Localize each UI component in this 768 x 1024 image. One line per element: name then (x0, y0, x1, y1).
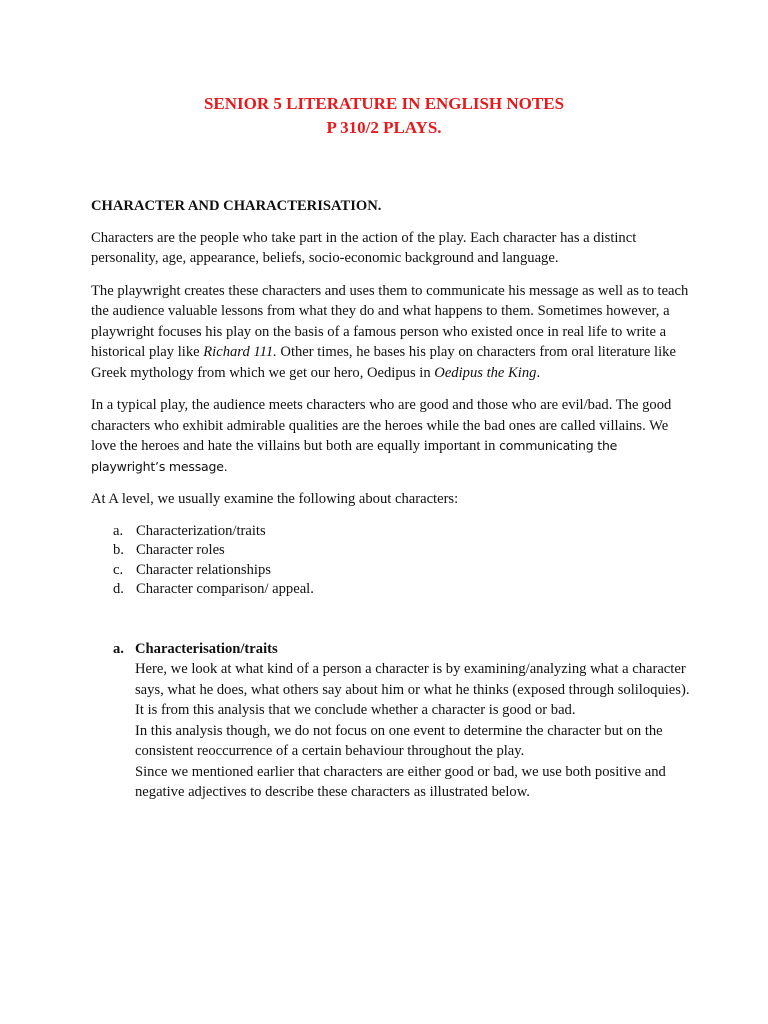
list-item (91, 522, 691, 542)
section-heading: CHARACTER AND CHARACTERISATION. (91, 198, 382, 214)
list-item-text: Character comparison/ appeal. (136, 581, 314, 597)
subsection-text-3: Since we mentioned earlier that characters are either good or bad, we use both positive and negative adjectives to describe these characters as illustrated below. (135, 763, 666, 800)
subsection-text-1: Here, we look at what kind of a person a character is by examining/analyzing what a character says, what he does, what others say about him or what he thinks (exposed through soliloquies). It is from this analysis that we conclude whether a character is good or bad. (135, 661, 690, 718)
document-title (0, 92, 768, 140)
list-marker: d. (113, 581, 124, 597)
subsection-marker: a. (113, 640, 124, 657)
paragraph-playwright-text-1: The playwright creates these characters and uses them to communicate his message as well as to teach the audience valuable lessons from what they do and what happens to them. Sometimes however, a playwright focuses his play on the basis of a famous person who existed once in real life to write a historical play like (91, 282, 689, 360)
paragraph-playwright-text-3: . (536, 364, 541, 381)
character-aspects-list (91, 522, 691, 600)
paragraph-heroes-villains-text: In a typical play, the audience meets characters who are good and those who are evil/bad. The good characters who exhibit admirable qualities are the heroes while the bad ones are called villains. We love the heroes and hate the villains but both are equally important in (91, 397, 672, 454)
spacer (91, 600, 691, 639)
list-item-text: Characterization/traits (136, 522, 266, 539)
title-richard: Richard 111. (203, 344, 277, 360)
list-item (91, 561, 691, 581)
subsection-text-2: In this analysis though, we do not focus on one event to determine the character but on the consistent reoccurrence of a certain behaviour throughout the play. (135, 722, 663, 759)
list-marker: a. (113, 522, 124, 539)
list-item (91, 580, 691, 600)
paragraph-heroes-villains-last: communicating the playwright’s message. (91, 438, 618, 474)
title-line-1: SENIOR 5 LITERATURE IN ENGLISH NOTES (203, 94, 565, 113)
paragraph-a-level: At A level, we usually examine the following about characters: (91, 491, 459, 507)
list-item-text: Character roles (136, 542, 225, 558)
list-item-text: Character relationships (136, 561, 271, 578)
title-line-2: P 310/2 PLAYS. (326, 118, 442, 137)
subsection-heading: Characterisation/traits (135, 640, 278, 657)
list-item (91, 541, 691, 561)
paragraph-playwright-text-2: Other times, he bases his play on characters from oral literature like Greek mythology from which we get our hero, Oedipus in (91, 344, 676, 381)
subsection-characterisation (91, 639, 691, 803)
title-oedipus: Oedipus the King (434, 364, 537, 381)
paragraph-characters-definition: Characters are the people who take part in the action of the play. Each character has a distinct personality, age, appearance, beliefs, socio-economic background and language. (91, 229, 637, 266)
document-body (91, 196, 691, 803)
paragraph-heroes-villains (91, 395, 691, 477)
paragraph-playwright (91, 281, 691, 384)
list-marker: b. (113, 542, 124, 558)
list-marker: c. (113, 561, 124, 578)
